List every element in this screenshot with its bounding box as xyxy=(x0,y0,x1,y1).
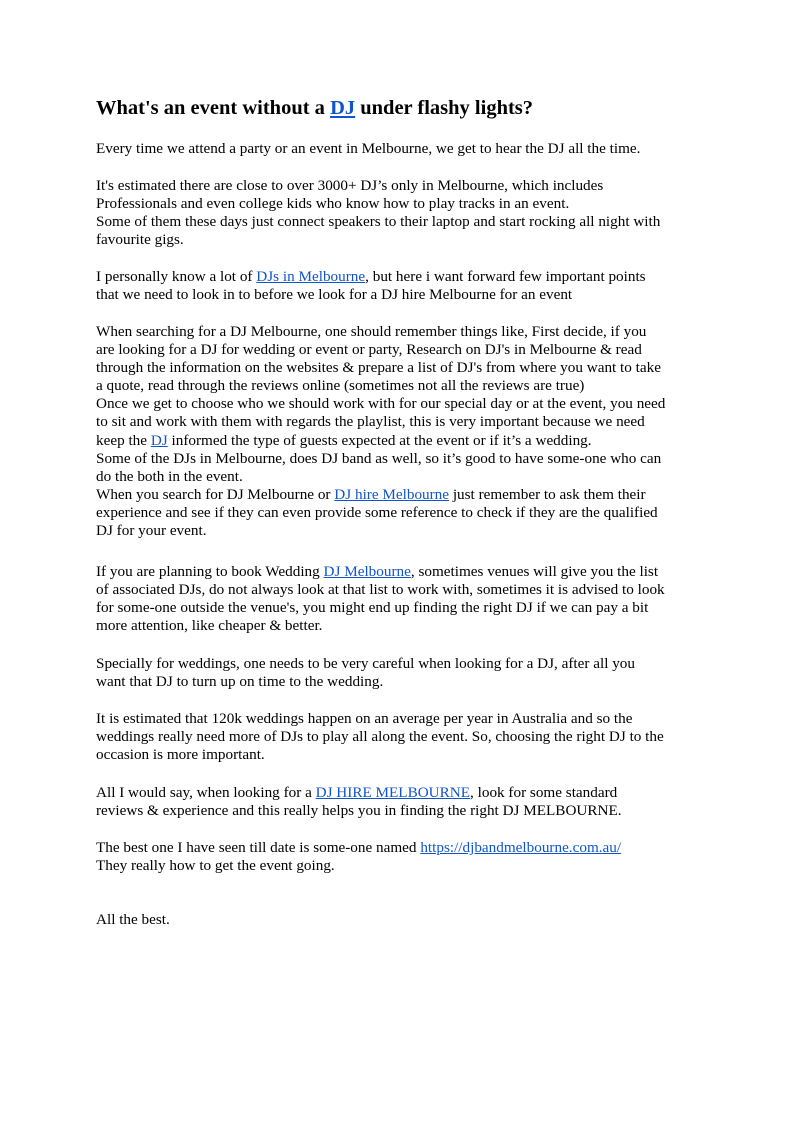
text-line: that we need to look in to before we look for a DJ hire Melbourne for an event xyxy=(96,286,573,304)
text-segment: , but here i want forward few important points xyxy=(365,268,646,285)
text-line xyxy=(96,432,700,450)
paragraph-advice xyxy=(96,784,700,820)
text-segment: informed the type of guests expected at the event or if it’s a wedding. xyxy=(167,431,592,449)
text-line: They really how to get the event going. xyxy=(96,857,335,875)
title-text-after: under flashy lights? xyxy=(355,97,534,119)
text-segment: keep the xyxy=(96,431,151,449)
text-segment: I personally know a lot of xyxy=(96,268,257,285)
text-line xyxy=(96,563,700,581)
paragraph-recommendation xyxy=(96,839,700,875)
text-line: experience and see if they can even provide some reference to check if they are the qualified xyxy=(96,503,658,521)
text-line: When searching for a DJ Melbourne, one should remember things like, First decide, if you xyxy=(96,323,647,340)
text-line xyxy=(96,486,700,504)
text-line xyxy=(96,839,700,857)
paragraph-statistics xyxy=(96,710,700,764)
dj-hire-melbourne-caps-link[interactable]: DJ HIRE MELBOURNE xyxy=(315,784,471,801)
dj-link[interactable]: DJ xyxy=(150,431,168,449)
text-line xyxy=(96,268,700,286)
text-segment: , look for some standard xyxy=(470,784,618,801)
paragraph-wedding-venues xyxy=(96,563,700,635)
text-line: of associated DJs, do not always look at that list to work with, sometimes it is advised to look xyxy=(96,581,665,599)
text-line: It is estimated that 120k weddings happen on an average per year in Australia and so the xyxy=(96,710,633,727)
text-segment: The best one I have seen till date is some-one named xyxy=(96,839,421,856)
paragraph-intro xyxy=(96,140,700,158)
text-line xyxy=(96,784,700,802)
text-line: more attention, like cheaper & better. xyxy=(96,617,323,635)
paragraph-closing xyxy=(96,911,700,929)
text-line: reviews & experience and this really helps you in finding the right DJ MELBOURNE. xyxy=(96,802,622,820)
text-line: Once we get to choose who we should work with for our special day or at the event, you need xyxy=(96,395,666,413)
dj-hire-melbourne-link[interactable]: DJ hire Melbourne xyxy=(334,485,450,503)
text-line: to sit and work with them with regards the playlist, this is very important because we need xyxy=(96,413,645,431)
text-line: are looking for a DJ for wedding or event or party, Research on DJ's in Melbourne & read xyxy=(96,341,642,359)
text-line: Some of them these days just connect speakers to their laptop and start rocking all night with xyxy=(96,213,661,231)
djbandmelbourne-url-link[interactable]: https://djbandmelbourne.com.au/ xyxy=(420,839,622,856)
text-line: favourite gigs. xyxy=(96,231,184,249)
text-line: want that DJ to turn up on time to the wedding. xyxy=(96,673,384,691)
text-line: Specially for weddings, one needs to be very careful when looking for a DJ, after all you xyxy=(96,655,635,672)
text-segment: , sometimes venues will give you the list xyxy=(410,563,659,580)
paragraph-weddings-careful xyxy=(96,655,700,691)
paragraph-personal xyxy=(96,268,700,304)
dj-melbourne-link[interactable]: DJ Melbourne xyxy=(323,563,411,580)
djs-in-melbourne-link[interactable]: DJs in Melbourne xyxy=(256,268,366,285)
text-line: a quote, read through the reviews online (sometimes not all the reviews are true) xyxy=(96,377,585,395)
text-line: Some of the DJs in Melbourne, does DJ band as well, so it’s good to have some-one who can xyxy=(96,449,662,467)
text-line: All the best. xyxy=(96,911,170,928)
paragraph-searching xyxy=(96,323,700,540)
text-line: do the both in the event. xyxy=(96,467,243,485)
text-segment: All I would say, when looking for a xyxy=(96,784,316,801)
text-segment: If you are planning to book Wedding xyxy=(96,563,324,580)
title-dj-link[interactable]: DJ xyxy=(330,97,356,119)
text-segment: just remember to ask them their xyxy=(449,485,646,503)
title-text-before: What's an event without a xyxy=(96,97,331,119)
paragraph-estimate xyxy=(96,177,700,249)
text-line: for some-one outside the venue's, you might end up finding the right DJ if we can pay a bit xyxy=(96,599,649,617)
text-line: Professionals and even college kids who know how to play tracks in an event. xyxy=(96,195,570,213)
text-line: It's estimated there are close to over 3000+ DJ’s only in Melbourne, which includes xyxy=(96,177,604,194)
document-title xyxy=(96,95,533,121)
text-line: through the information on the websites & prepare a list of DJ's from where you want to take xyxy=(96,359,661,377)
text-segment: When you search for DJ Melbourne or xyxy=(96,485,335,503)
text-line: occasion is more important. xyxy=(96,746,265,764)
text-line: Every time we attend a party or an event in Melbourne, we get to hear the DJ all the time. xyxy=(96,140,641,157)
text-line: weddings really need more of DJs to play all along the event. So, choosing the right DJ to the xyxy=(96,728,664,746)
text-line: DJ for your event. xyxy=(96,522,207,540)
